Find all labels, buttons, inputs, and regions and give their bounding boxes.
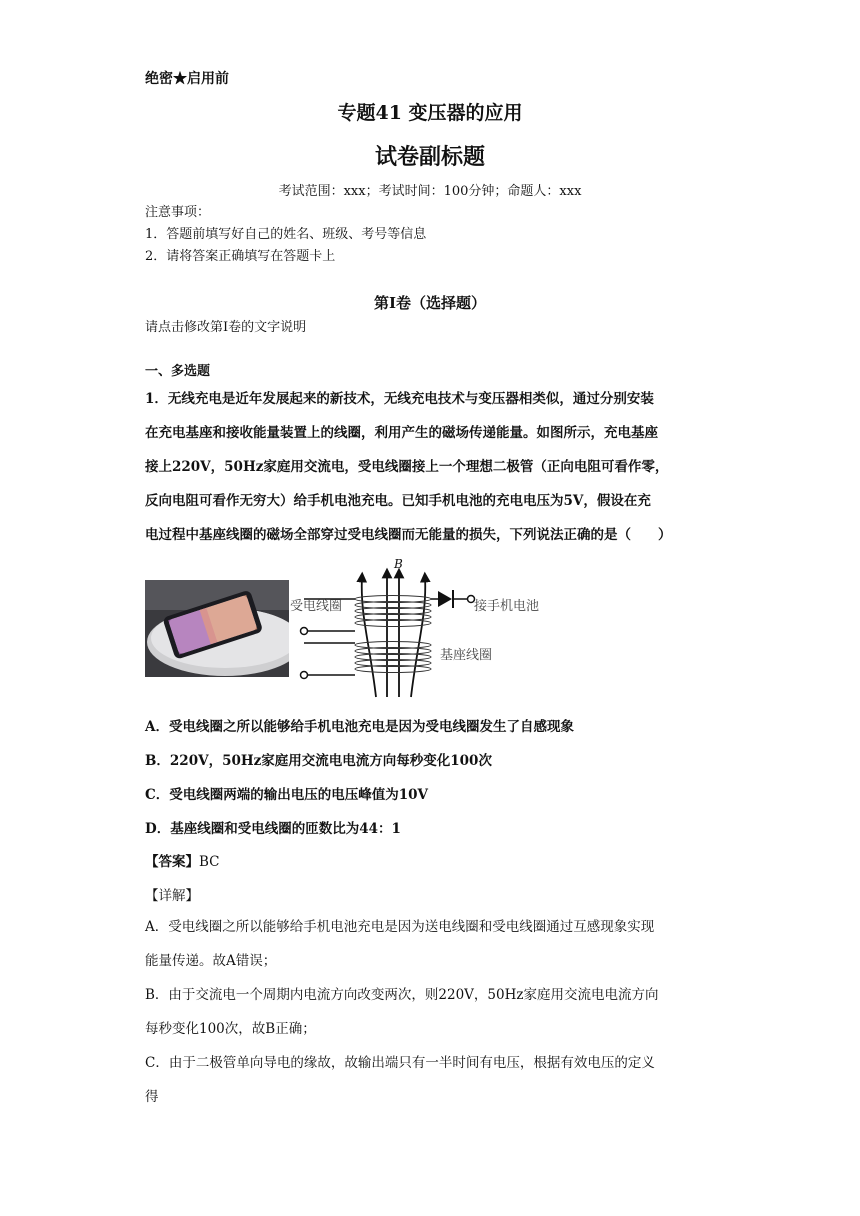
question-line: 1．无线充电是近年发展起来的新技术，无线充电技术与变压器相类似，通过分别安装: [145, 391, 654, 407]
question-line: 电过程中基座线圈的磁场全部穿过受电线圈而无能量的损失，下列说法正确的是（ ）: [145, 527, 672, 543]
volume-description[interactable]: 请点击修改第I卷的文字说明: [145, 320, 307, 335]
notice-heading: 注意事项：: [145, 205, 211, 220]
question-line: 接上220V，50Hz家庭用交流电，受电线圈接上一个理想二极管（正向电阻可看作零，: [145, 459, 669, 475]
detail-line: B．由于交流电一个周期内电流方向改变两次，则220V，50Hz家庭用交流电电流方向: [145, 987, 659, 1003]
question-line: 在充电基座和接收能量装置上的线圈，利用产生的磁场传递能量。如图所示，充电基座: [145, 425, 658, 441]
notice-item: 1．答题前填写好自己的姓名、班级、考号等信息: [145, 227, 427, 242]
option-c[interactable]: C．受电线圈两端的输出电压的电压峰值为10V: [145, 787, 429, 803]
detail-label: 【详解】: [145, 888, 199, 904]
exam-info: 考试范围：xxx；考试时间：100分钟；命题人：xxx: [278, 184, 582, 199]
detail-line: C．由于二极管单向导电的缘故，故输出端只有一半时间有电压，根据有效电压的定义: [145, 1055, 655, 1071]
page-subtitle: 试卷副标题: [374, 144, 485, 170]
answer-line: [145, 850, 220, 870]
phone-battery-label: 接手机电池: [474, 599, 540, 614]
section-heading: 一、多选题: [145, 364, 211, 379]
coil-diagram: [290, 555, 560, 700]
question-line: 反向电阻可看作无穷大）给手机电池充电。已知手机电池的充电电压为5V，假设在充: [145, 493, 651, 509]
detail-line: 每秒变化100次，故B正确；: [145, 1021, 316, 1037]
detail-line: A．受电线圈之所以能够给手机电池充电是因为送电线圈和受电线圈通过互感现象实现: [145, 919, 655, 935]
secret-mark: 绝密★启用前: [145, 71, 229, 87]
answer-value: BC: [199, 854, 220, 870]
receiver-coil-label: 受电线圈: [290, 599, 343, 614]
base-coil-label: 基座线圈: [440, 648, 493, 663]
option-d[interactable]: D．基座线圈和受电线圈的匝数比为44：1: [145, 821, 401, 837]
notice-block: [145, 202, 426, 268]
option-b[interactable]: B．220V，50Hz家庭用交流电电流方向每秒变化100次: [145, 753, 492, 769]
field-label-b: B: [394, 557, 403, 571]
charging-pad-photo: [145, 580, 289, 677]
detail-line: 能量传递。故A错误；: [145, 953, 277, 969]
option-a[interactable]: A．受电线圈之所以能够给手机电池充电是因为受电线圈发生了自感现象: [145, 719, 574, 735]
question-stem: [145, 382, 720, 552]
page-title: 专题41 变压器的应用: [337, 102, 523, 124]
notice-item: 2．请将答案正确填写在答题卡上: [145, 249, 336, 264]
detail-line: 得: [145, 1089, 159, 1105]
volume-title: 第I卷（选择题）: [373, 294, 487, 312]
answer-label: 【答案】: [145, 854, 199, 870]
detail-block: [145, 910, 720, 1114]
